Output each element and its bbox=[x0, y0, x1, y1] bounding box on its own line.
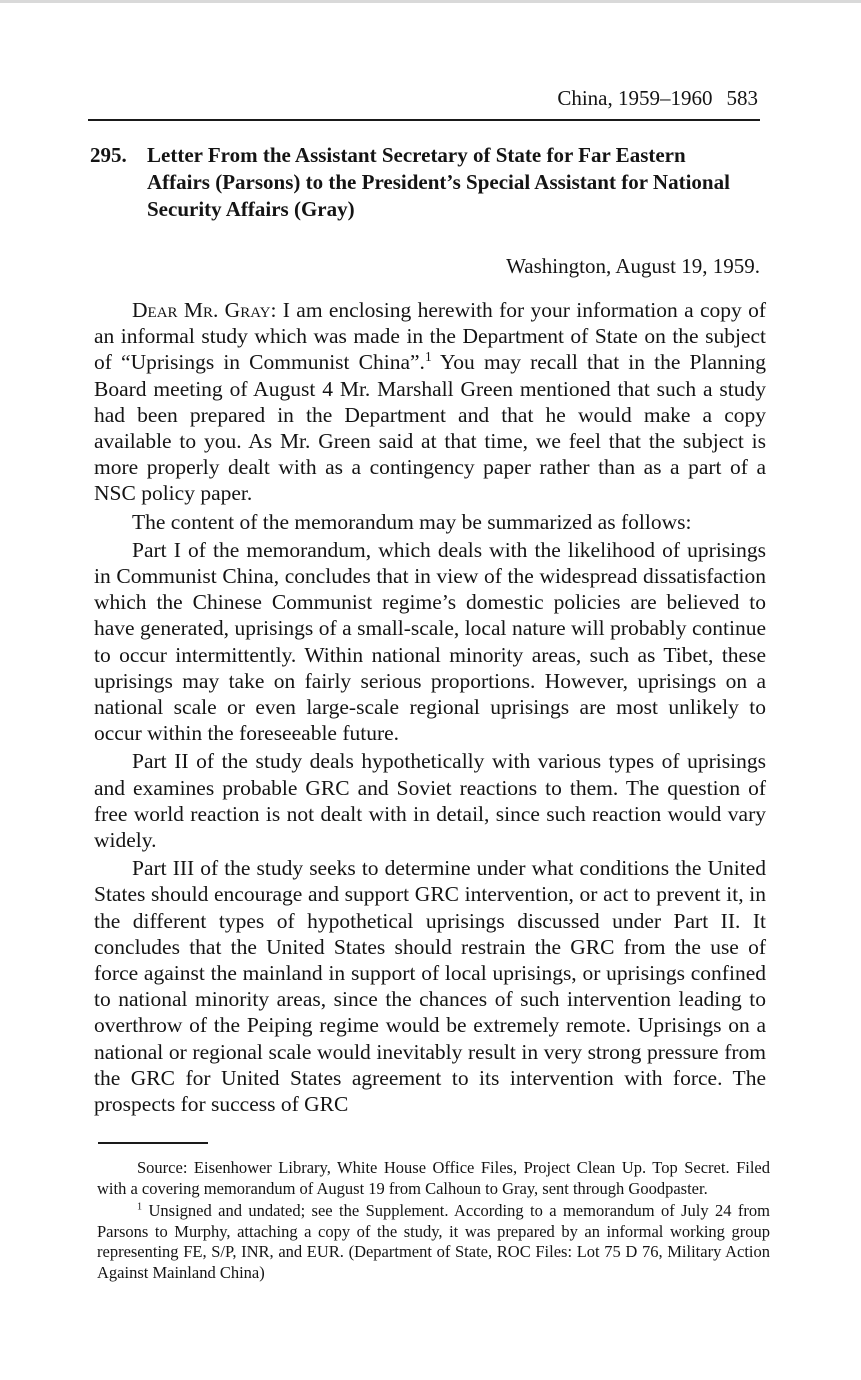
footnote-ref-1[interactable]: 1 bbox=[424, 349, 432, 365]
document-title: Letter From the Assistant Secretary of State for Far Eastern Affairs (Parsons) to the President’s Special Assistant for National Security Affairs (Gray) bbox=[147, 143, 730, 221]
footnote-1-text: Unsigned and undated; see the Supplement. According to a memorandum of July 24 from Parsons to Murphy, attaching a copy of the study, it was prepared by an informal working group representing FE, S/P, INR, and EUR. (Department of State, ROC Files: Lot 75 D 76, Military Action Against Mainland China) bbox=[97, 1201, 770, 1282]
running-title: China, 1959–1960 bbox=[557, 86, 713, 110]
paragraph-4: Part II of the study deals hypothetically with various types of uprisings and examines probable GRC and Soviet reactions to them. The question of free world reaction is not dealt with in detail, since such reaction would vary widely. bbox=[94, 749, 766, 853]
letter-body bbox=[94, 297, 766, 1117]
footnote-1-marker: 1 bbox=[137, 1201, 143, 1213]
paragraph-1 bbox=[94, 297, 766, 507]
salutation: Dear Mr. Gray: bbox=[132, 298, 277, 322]
paragraph-1-text-a: I am enclosing herewith for your information a copy of an informal study which was made in the Department of State on the subject of “Uprisings in Communist China”. bbox=[94, 298, 766, 375]
source-note: Source: Eisenhower Library, White House Office Files, Project Clean Up. Top Secret. Filed with a covering memorandum of August 19 from Calhoun to Gray, sent through Goodpaster. bbox=[97, 1158, 770, 1198]
footnote-rule bbox=[98, 1142, 208, 1144]
running-header bbox=[88, 86, 758, 111]
paragraph-5: Part III of the study seeks to determine under what conditions the United States should encourage and support GRC intervention, or act to prevent it, in the different types of hypothetical uprisings discussed under Part II. It concludes that the United States should restrain the GRC from the use of force against the mainland in support of local uprisings, or uprisings confined to national minority areas, since the chances of such intervention leading to overthrow of the Peiping regime would be extremely remote. Uprisings on a national or regional scale would inevitably result in very strong pressure from the GRC for United States agreement to its intervention with force. The prospects for success of GRC bbox=[94, 856, 766, 1117]
dateline: Washington, August 19, 1959. bbox=[506, 254, 760, 278]
paragraph-2: The content of the memorandum may be summarized as follows: bbox=[132, 509, 692, 534]
footnote-1 bbox=[97, 1201, 770, 1283]
paragraph-3: Part I of the memorandum, which deals with the likelihood of uprisings in Communist China, concludes that in view of the widespread dissatisfaction which the Chinese Communist regime’s domestic policies are believed to have generated, uprisings of a small-scale, local nature will probably continue to occur intermittently. Within national minority areas, such as Tibet, these uprisings may take on fairly serious proportions. However, uprisings on a national scale or even large-scale regional uprisings are most unlikely to occur within the foreseeable future. bbox=[94, 537, 766, 746]
page-number: 583 bbox=[726, 86, 758, 110]
paragraph-1-text-b: You may recall that in the Planning Board meeting of August 4 Mr. Marshall Green mentioned that such a study had been prepared in the Department and that he would make a copy available to you. As Mr. Green said at that time, we feel that the subject is more properly dealt with as a contingency paper rather than as a part of a NSC policy paper. bbox=[94, 350, 766, 506]
document-number: 295. bbox=[90, 143, 127, 167]
scan-top-edge bbox=[0, 0, 861, 3]
header-rule bbox=[88, 119, 760, 121]
footnotes bbox=[97, 1158, 770, 1283]
